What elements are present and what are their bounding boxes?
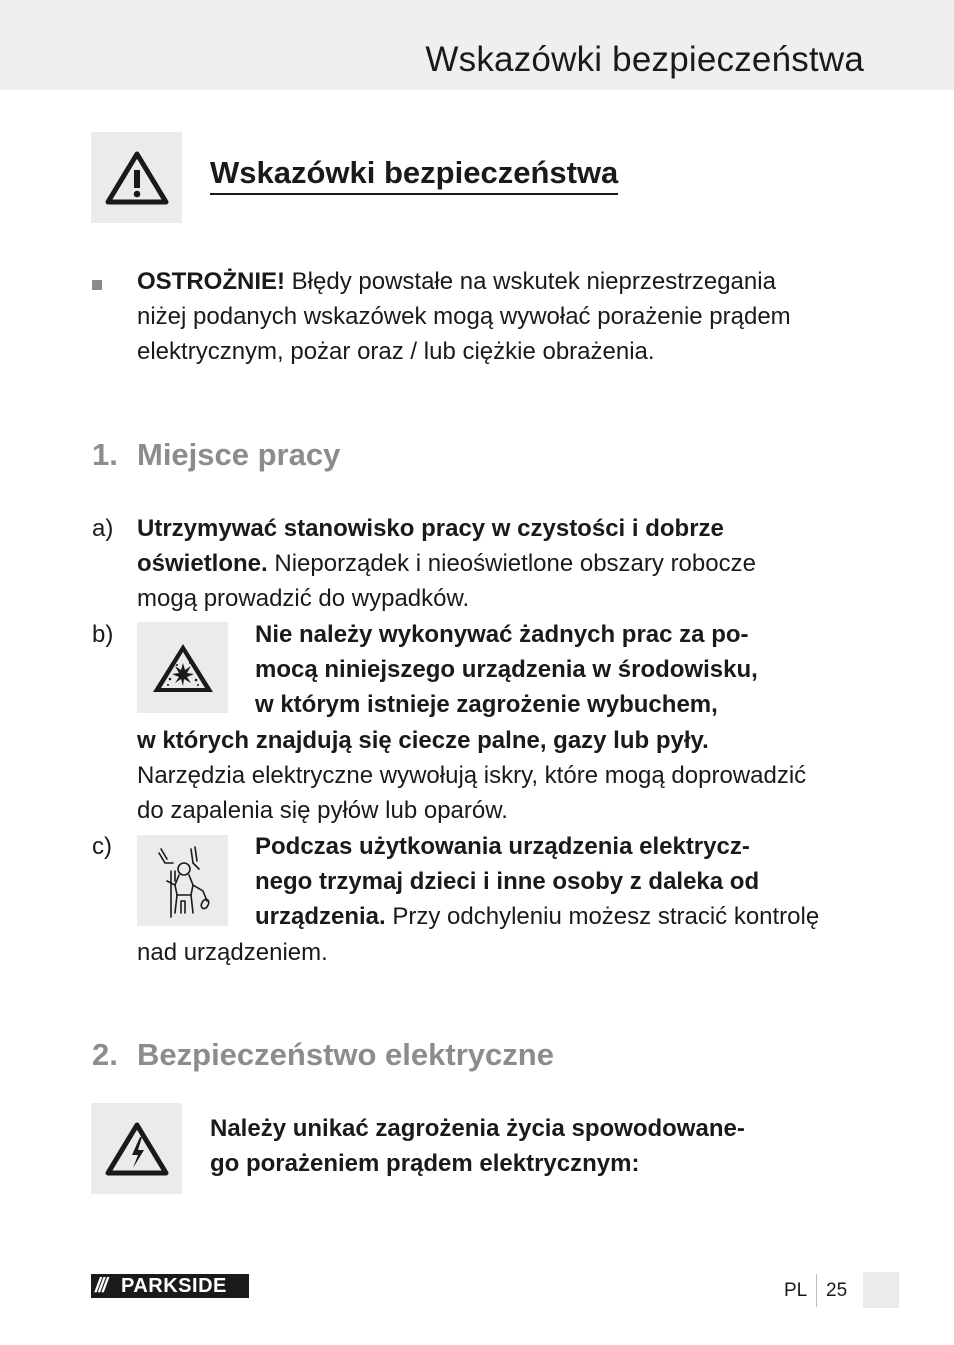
page-number: 25 (826, 1280, 848, 1301)
item-b-bold-top: Nie należy wykonywać żadnych prac za po- mocą niniejszego urządzenia w środowisku, w którym istnieje zagrożenie wybuchem, (255, 621, 758, 718)
electric-icon-box (91, 1103, 182, 1194)
section-heading-1: 1. Miejsce pracy (92, 437, 341, 472)
item-c-text: nad urządzeniem. (137, 939, 328, 966)
item-label-b: b) (92, 621, 114, 648)
item-b-text: w których znajdują się ciecze palne, gazy lub pyły. Narzędzia elektryczne wywołują iskry, które mogą doprowadzić do zapalenia się pyłów lub oparów. (137, 727, 807, 824)
warning-triangle-icon (104, 150, 170, 206)
electric-shock-warning-icon (104, 1121, 170, 1177)
language-code: PL (784, 1280, 808, 1301)
section-title: Wskazówki bezpieczeństwa (210, 155, 618, 195)
item-a-text: Utrzymywać stanowisko pracy w czystości i dobrze oświetlone. Nieporządek i nieoświetlone obszary robocze mogą prowadzić do wypadków. (137, 515, 756, 612)
keep-children-away-icon (151, 841, 215, 921)
children-icon-box (137, 835, 228, 926)
item-c-bold-top: Podczas użytkowania urządzenia elektrycz- nego trzymaj dzieci i inne osoby z daleka od urządzenia. Przy odchyleniu możesz stracić kontrolę (255, 833, 820, 930)
electric-warning-text: Należy unikać zagrożenia życia spowodowane- go porażeniem prądem elektrycznym: (210, 1115, 745, 1177)
page-header-title: Wskazówki bezpieczeństwa (425, 40, 864, 79)
page-tab-marker (863, 1272, 899, 1308)
item-label-c: c) (92, 833, 112, 860)
explosion-icon-box (137, 622, 228, 713)
item-label-a: a) (92, 515, 114, 542)
section-heading-2: 2. Bezpieczeństwo elektryczne (92, 1037, 554, 1072)
caution-label: OSTROŻNIE! (137, 268, 285, 295)
footer-divider (816, 1274, 817, 1307)
parkside-logo: /// PARKSIDE (91, 1274, 249, 1298)
explosion-warning-icon (150, 641, 216, 695)
bullet-square (92, 280, 102, 290)
caution-paragraph: OSTROŻNIE! Błędy powstałe na wskutek nieprzestrzegania niżej podanych wskazówek mogą wywołać porażenie prądem elektrycznym, pożar oraz / lub ciężkie obrażenia. (137, 268, 791, 365)
warning-icon-box (91, 132, 182, 223)
